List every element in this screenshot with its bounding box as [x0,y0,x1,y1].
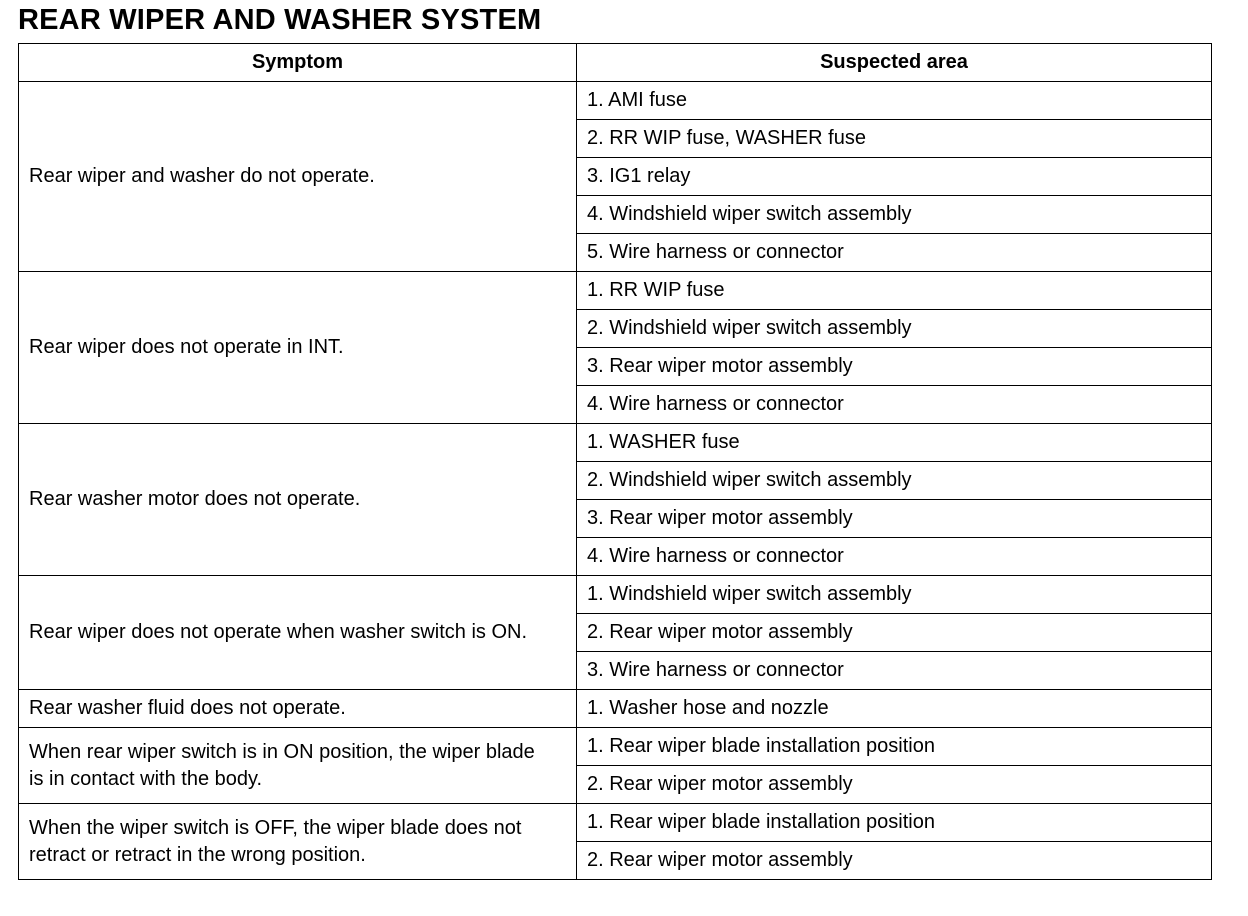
suspected-area-cell: 3. Rear wiper motor assembly [577,348,1212,386]
table-row [19,82,1212,120]
table-row [19,804,1212,842]
suspected-area-cell: 2. Rear wiper motor assembly [577,766,1212,804]
suspected-area-cell: 1. Windshield wiper switch assembly [577,576,1212,614]
suspected-area-cell: 5. Wire harness or connector [577,234,1212,272]
symptom-column-header: Symptom [19,44,577,82]
suspected-area-cell: 1. Rear wiper blade installation position [577,804,1212,842]
symptom-cell: Rear wiper and washer do not operate. [19,82,577,272]
suspected-area-cell: 2. Windshield wiper switch assembly [577,310,1212,348]
suspected-area-cell: 2. Windshield wiper switch assembly [577,462,1212,500]
suspected-area-cell: 2. Rear wiper motor assembly [577,842,1212,880]
page-title: REAR WIPER AND WASHER SYSTEM [18,4,542,36]
symptom-cell: Rear wiper does not operate in INT. [19,272,577,424]
suspected-area-cell: 4. Wire harness or connector [577,538,1212,576]
symptom-table [18,43,1212,880]
table-row [19,690,1212,728]
symptom-cell: Rear washer motor does not operate. [19,424,577,576]
symptom-cell: Rear wiper does not operate when washer switch is ON. [19,576,577,690]
suspected-area-cell: 2. Rear wiper motor assembly [577,614,1212,652]
suspected-area-cell: 1. Washer hose and nozzle [577,690,1212,728]
symptom-cell: When the wiper switch is OFF, the wiper blade does not retract or retract in the wrong position. [19,804,577,880]
suspected-area-cell: 1. AMI fuse [577,82,1212,120]
table-row [19,272,1212,310]
table-header-row [19,44,1212,82]
table-body [19,82,1212,880]
suspected-area-cell: 1. WASHER fuse [577,424,1212,462]
table-row [19,576,1212,614]
table-row [19,424,1212,462]
suspected-area-column-header: Suspected area [577,44,1212,82]
suspected-area-cell: 3. IG1 relay [577,158,1212,196]
suspected-area-cell: 3. Wire harness or connector [577,652,1212,690]
suspected-area-cell: 4. Windshield wiper switch assembly [577,196,1212,234]
suspected-area-cell: 4. Wire harness or connector [577,386,1212,424]
suspected-area-cell: 1. Rear wiper blade installation position [577,728,1212,766]
suspected-area-cell: 3. Rear wiper motor assembly [577,500,1212,538]
symptom-cell: When rear wiper switch is in ON position, the wiper blade is in contact with the body. [19,728,577,804]
symptom-cell: Rear washer fluid does not operate. [19,690,577,728]
suspected-area-cell: 2. RR WIP fuse, WASHER fuse [577,120,1212,158]
table-row [19,728,1212,766]
suspected-area-cell: 1. RR WIP fuse [577,272,1212,310]
